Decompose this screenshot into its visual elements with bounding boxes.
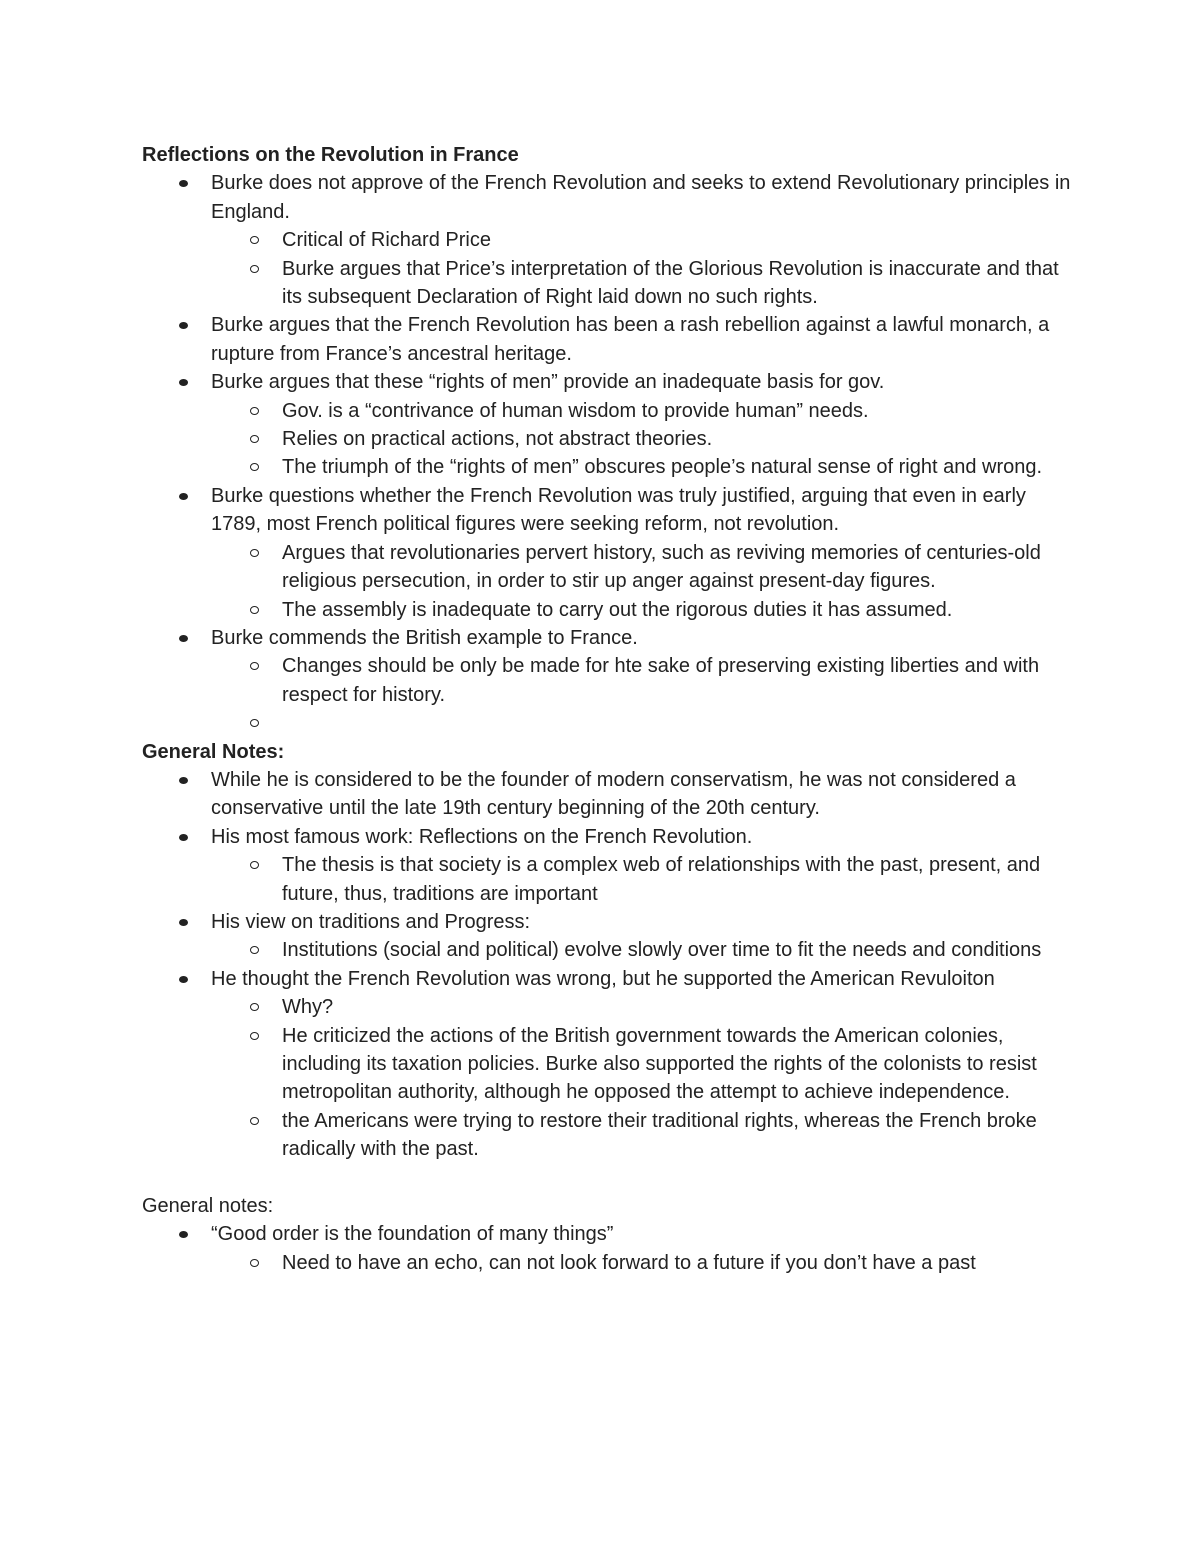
list-item	[142, 482, 1072, 624]
bullet-circle-icon	[250, 719, 259, 727]
sub-list-item-text: Changes should be only be made for hte sake of preserving existing liberties and with respect for history.	[282, 655, 1040, 706]
sub-list-item	[211, 453, 1072, 481]
sub-list-item-text: The triumph of the “rights of men” obscures people’s natural sense of right and wrong.	[282, 456, 1043, 479]
section-heading-reflections: Reflections on the Revolution in France	[142, 144, 519, 166]
bullet-circle-icon	[250, 1003, 259, 1011]
sub-list	[211, 226, 1072, 311]
list-item	[142, 766, 1072, 823]
section-heading-general-notes: General Notes:	[142, 740, 285, 763]
bullet-list	[142, 766, 1072, 1164]
sub-list-item-text: Relies on practical actions, not abstract theories.	[282, 428, 713, 451]
list-item-text: He thought the French Revolution was wrong, but he supported the American Revuloiton	[211, 967, 995, 990]
sub-list-item	[211, 425, 1072, 453]
list-item	[142, 368, 1072, 482]
sub-list-item	[211, 226, 1072, 254]
sub-list-item-empty	[211, 709, 1072, 737]
blank-line	[142, 1164, 1072, 1192]
list-item	[142, 965, 1072, 1164]
bullet-dot-icon	[179, 379, 188, 386]
list-item-text: His view on traditions and Progress:	[211, 910, 531, 933]
bullet-circle-icon	[250, 861, 259, 869]
bullet-circle-icon	[250, 463, 259, 471]
sub-list-item	[211, 1022, 1072, 1107]
sub-list-item-text: Gov. is a “contrivance of human wisdom to provide human” needs.	[282, 399, 869, 422]
sub-list-item	[211, 936, 1072, 964]
bullet-dot-icon	[179, 834, 188, 841]
sub-list	[211, 936, 1072, 964]
sub-list-item-text: Why?	[282, 996, 334, 1019]
bullet-circle-icon	[250, 606, 259, 614]
bullet-dot-icon	[179, 322, 188, 329]
bullet-circle-icon	[250, 265, 259, 273]
section-heading-general-notes-2: General notes:	[142, 1195, 274, 1217]
bullet-circle-icon	[250, 662, 259, 670]
list-item-text: Burke argues that the French Revolution has been a rash rebellion against a lawful monarch, a rupture from France’s ancestral heritage.	[211, 314, 1050, 365]
document-body	[142, 141, 1072, 1277]
list-item-text: Burke argues that these “rights of men” provide an inadequate basis for gov.	[211, 371, 885, 394]
list-item-text: Burke questions whether the French Revolution was truly justified, arguing that even in early 1789, most French political figures were seeking reform, not revolution.	[211, 484, 1026, 536]
bullet-dot-icon	[179, 777, 188, 784]
sub-list-item-text: The assembly is inadequate to carry out the rigorous duties it has assumed.	[282, 598, 953, 621]
bullet-circle-icon	[250, 435, 259, 443]
bullet-list	[142, 169, 1072, 737]
bullet-circle-icon	[250, 1259, 259, 1267]
sub-list	[211, 397, 1072, 482]
bullet-dot-icon	[179, 976, 188, 983]
bullet-dot-icon	[179, 919, 188, 926]
sub-list	[211, 652, 1072, 737]
list-item-text: Burke does not approve of the French Revolution and seeks to extend Revolutionary principles in England.	[211, 172, 1071, 223]
list-item-text: His most famous work: Reflections on the French Revolution.	[211, 825, 753, 848]
sub-list-item-text: The thesis is that society is a complex web of relationships with the past, present, and future, thus, traditions are important	[282, 854, 1041, 905]
bullet-circle-icon	[250, 1117, 259, 1125]
sub-list	[211, 539, 1072, 624]
sub-list-item	[211, 851, 1072, 908]
bullet-circle-icon	[250, 236, 259, 244]
sub-list-item	[211, 993, 1072, 1021]
sub-list-item-text: Argues that revolutionaries pervert history, such as reviving memories of centuries-old religious persecution, in order to stir up anger against present-day figures.	[282, 541, 1041, 593]
sub-list-item	[211, 596, 1072, 624]
sub-list-item	[211, 397, 1072, 425]
bullet-list	[142, 1220, 1072, 1277]
sub-list-item-text: Need to have an echo, can not look forward to a future if you don’t have a past	[282, 1251, 976, 1274]
sub-list-item	[211, 1107, 1072, 1164]
sub-list-item	[211, 539, 1072, 596]
bullet-dot-icon	[179, 180, 188, 187]
sub-list	[211, 993, 1072, 1163]
bullet-dot-icon	[179, 1231, 188, 1238]
list-item	[142, 624, 1072, 738]
list-item-text: Burke commends the British example to France.	[211, 626, 638, 649]
list-item	[142, 823, 1072, 908]
sub-list-item	[211, 652, 1072, 709]
bullet-circle-icon	[250, 407, 259, 415]
bullet-dot-icon	[179, 635, 188, 642]
list-item	[142, 1220, 1072, 1277]
sub-list-item-text: Critical of Richard Price	[282, 229, 491, 252]
list-item	[142, 311, 1072, 368]
list-item-text: “Good order is the foundation of many things”	[211, 1223, 614, 1246]
bullet-circle-icon	[250, 1032, 259, 1040]
bullet-circle-icon	[250, 946, 259, 954]
bullet-circle-icon	[250, 549, 259, 557]
sub-list-item	[211, 255, 1072, 312]
sub-list	[211, 1249, 1072, 1277]
sub-list-item-text: Institutions (social and political) evolve slowly over time to fit the needs and conditions	[282, 939, 1042, 962]
sub-list	[211, 851, 1072, 908]
list-item	[142, 169, 1072, 311]
sub-list-item-text: the Americans were trying to restore their traditional rights, whereas the French broke radically with the past.	[282, 1109, 1037, 1161]
list-item-text: While he is considered to be the founder of modern conservatism, he was not considered a conservative until the late 19th century beginning of the 20th century.	[211, 768, 1016, 820]
sub-list-item-text	[282, 709, 1072, 737]
sub-list-item-text: He criticized the actions of the British government towards the American colonies, including its taxation policies. Burke also supported the rights of the colonists to resist metropolitan authority, although he opposed the attempt to achieve independence.	[282, 1024, 1037, 1104]
sub-list-item-text: Burke argues that Price’s interpretation of the Glorious Revolution is inaccurate and that its subsequent Declaration of Right laid down no such rights.	[282, 257, 1059, 309]
sub-list-item	[211, 1249, 1072, 1277]
list-item	[142, 908, 1072, 965]
bullet-dot-icon	[179, 493, 188, 500]
